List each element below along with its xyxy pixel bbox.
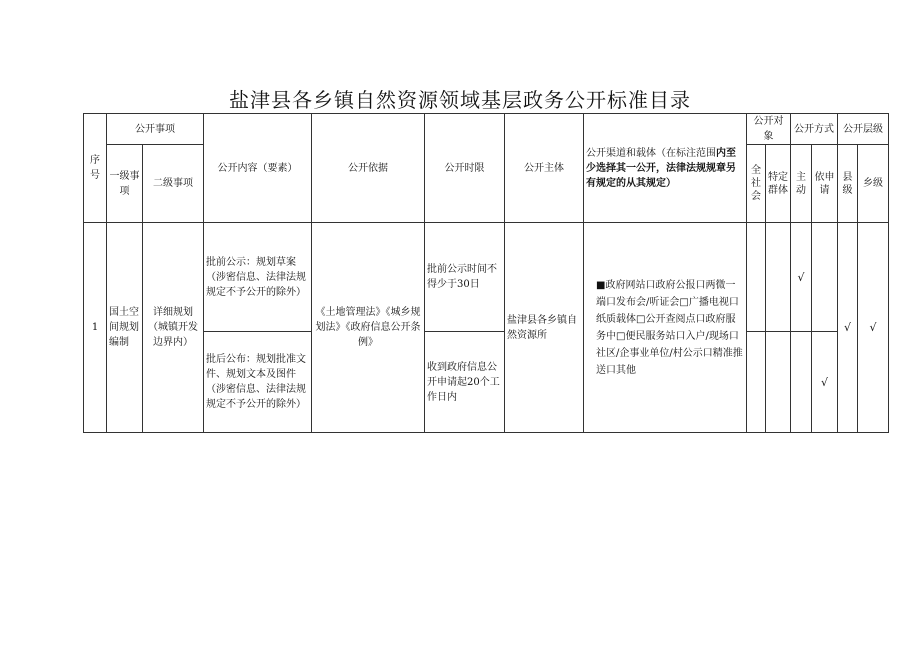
row-subject: 盐津县各乡镇自然资源所 <box>505 223 584 433</box>
header-channel-plain: 公开渠道和载体（在标注范围 <box>586 147 716 159</box>
header-basis: 公开依据 <box>312 114 425 223</box>
header-content: 公开内容（要素） <box>204 114 312 223</box>
header-subject: 公开主体 <box>505 114 584 223</box>
row-content-post: 批后公布：规划批准文件、规划文本及图件（涉密信息、法律法规规定不予公开的除外） <box>204 332 312 433</box>
header-level2: 二级事项 <box>143 145 204 223</box>
row-seq: 1 <box>84 223 107 433</box>
row-time-pre: 批前公示时间不得少于30日 <box>425 223 505 332</box>
header-seq: 序号 <box>84 114 107 223</box>
header-mode-apply: 依申请 <box>812 145 838 223</box>
header-channel-bold-a: 内 <box>716 147 726 159</box>
catalog-table <box>83 113 889 433</box>
header-channel-bold-b: 至少选择其一公开，法律法规规章另有规定的从其规定） <box>586 147 736 189</box>
row-channel: ■政府网站口政府公报口两微一端口发布会/听证会□广播电视口纸质载体□公开查阅点口政府服务中□便民服务站口入户/现场口社区/企事业单位/村公示口精准推送口其他 <box>584 223 747 433</box>
row-time-post: 收到政府信息公开申请起20个工作日内 <box>425 332 505 433</box>
header-mode-active: 主动 <box>791 145 812 223</box>
header-level: 公开层级 <box>838 114 889 145</box>
row-content-pre: 批前公示：规划草案（涉密信息、法律法规规定不予公开的除外） <box>204 223 312 332</box>
row-basis: 《土地管理法》《城乡规划法》《政府信息公开条例》 <box>312 223 425 433</box>
header-level1: 一级事项 <box>107 145 143 223</box>
row-level-county-check: √ <box>838 223 858 433</box>
row-level-town-check: √ <box>858 223 889 433</box>
page-title: 盐津县各乡镇自然资源领域基层政务公开标准目录 <box>229 88 691 112</box>
header-object-all: 全社会 <box>747 145 766 223</box>
header-level-county: 县级 <box>838 145 858 223</box>
row-mode-apply-check: √ <box>812 332 838 433</box>
header-time-limit: 公开时限 <box>425 114 505 223</box>
row-object-all-b <box>747 332 766 433</box>
row-mode-active-check: √ <box>791 223 812 332</box>
row-mode-active-b <box>791 332 812 433</box>
header-mode: 公开方式 <box>791 114 838 145</box>
row-object-all-a <box>747 223 766 332</box>
row-object-specific-b <box>766 332 791 433</box>
header-level-town: 乡级 <box>858 145 889 223</box>
header-items: 公开事项 <box>107 114 204 145</box>
row-level1: 国土空间规划编制 <box>107 223 143 433</box>
row-mode-apply-a <box>812 223 838 332</box>
header-object-specific: 特定群体 <box>766 145 791 223</box>
row-level2: 详细规划（城镇开发边界内） <box>143 223 204 433</box>
row-object-specific-a <box>766 223 791 332</box>
header-object: 公开对象 <box>747 114 791 145</box>
header-channel <box>584 114 747 223</box>
